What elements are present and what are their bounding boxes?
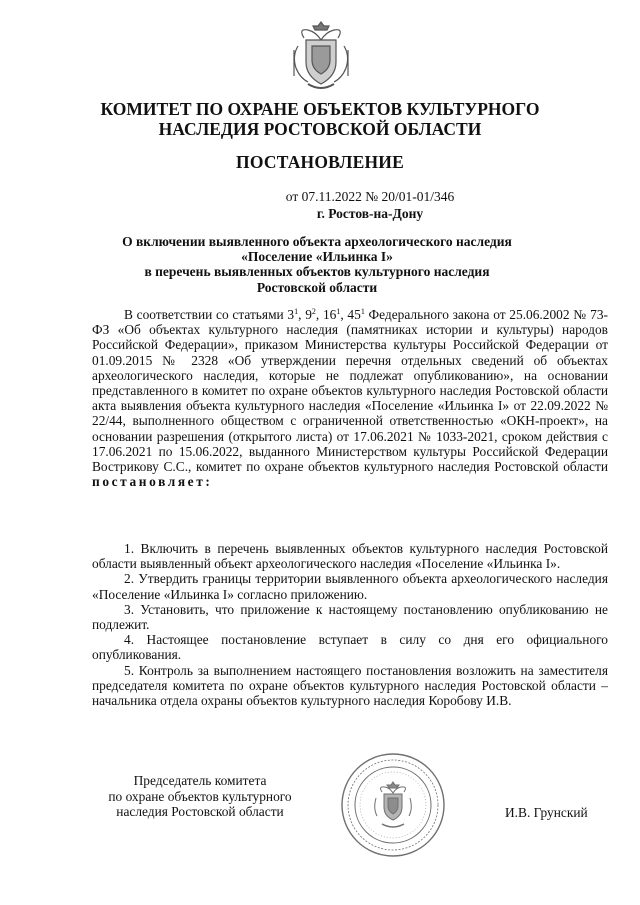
article-superscript: 1	[336, 307, 341, 316]
resolution-item: 4. Настоящее постановление вступает в силу со дня его официального опубликования.	[92, 632, 608, 663]
subject-line-3: в перечень выявленных объектов культурного наследия	[144, 264, 490, 280]
resolution-item: 2. Утвердить границы территории выявленного объекта археологического наследия «Поселение «Ильинка I» согласно приложению.	[92, 571, 608, 602]
organization-name	[0, 99, 640, 139]
signatory-title	[80, 773, 320, 820]
document-city: г. Ростов-на-Дону	[316, 206, 424, 221]
document-subject	[92, 234, 542, 295]
signatory-title-line-2: по охране объектов культурного	[108, 788, 292, 804]
official-seal-stamp	[340, 752, 446, 858]
preamble-paragraph	[92, 307, 608, 489]
signatory-title-line-3: наследия Ростовской области	[116, 804, 284, 820]
article-superscript: 1	[360, 307, 365, 316]
resolution-item: 5. Контроль за выполнением настоящего постановления возложить на заместителя председателя комитета по охране объектов культурного наследия Ростовской области – начальника отдела охраны объектов культурного наследия Коробову И.В.	[92, 662, 608, 709]
preamble-mid: , 16	[315, 307, 337, 322]
document-date-number: от 07.11.2022 № 20/01-01/346	[285, 189, 455, 204]
coat-of-arms-emblem	[286, 16, 356, 96]
resolution-items	[92, 541, 608, 708]
article-superscript: 1	[294, 307, 299, 316]
subject-line-4: Ростовской области	[256, 279, 378, 295]
decree-word: постановляет:	[92, 474, 213, 490]
preamble-mid: , 9	[298, 307, 312, 322]
article-superscript: 2	[311, 307, 316, 316]
subject-line-2: «Поселение «Ильинка I»	[241, 249, 393, 265]
resolution-item: 1. Включить в перечень выявленных объектов культурного наследия Ростовской области выявленный объект археологического наследия «Поселение «Ильинка I».	[92, 541, 608, 572]
document-type: ПОСТАНОВЛЕНИЕ	[236, 152, 404, 172]
subject-line-1: О включении выявленного объекта археологического наследия	[122, 234, 512, 249]
organization-name-line-2: НАСЛЕДИЯ РОСТОВСКОЙ ОБЛАСТИ	[158, 119, 482, 139]
organization-name-line-1: КОМИТЕТ ПО ОХРАНЕ ОБЪЕКТОВ КУЛЬТУРНОГО	[100, 99, 540, 119]
preamble-body: Федерального закона от 25.06.2002 № 73-ФЗ «Об объектах культурного наследия (памятниках истории и культуры) народов Российской Федерации», приказом Министерства культуры Российской Федерации от 01.09.2015 № 2328 «Об утверждении перечня отдельных сведений об объектах археологического наследия, которые не подлежат опубликованию», на основании представленного в комитет по охране объектов культурного наследия Ростовской области акта выявления объекта культурного наследия «Поселение «Ильинка I» от 22.09.2022 № 22/44, выполненного обществом с ограниченной ответственностью «ОКН-проект», на основании разрешения (открытого листа) от 17.06.2021 № 1033-2021, сроком действия с 17.06.2021 по 15.06.2022, выданного Министерством культуры Российской Федерации Вострикову С.С., комитет по охране объектов культурного наследия Ростовской области	[92, 307, 608, 475]
signatory-name: И.В. Грунский	[505, 805, 588, 820]
preamble-lead: В соответствии со статьями 3	[124, 307, 295, 322]
resolution-item: 3. Установить, что приложение к настоящему постановлению опубликованию не подлежит.	[92, 601, 608, 633]
preamble-mid: , 45	[340, 307, 361, 322]
signatory-title-line-1: Председатель комитета	[133, 773, 267, 788]
